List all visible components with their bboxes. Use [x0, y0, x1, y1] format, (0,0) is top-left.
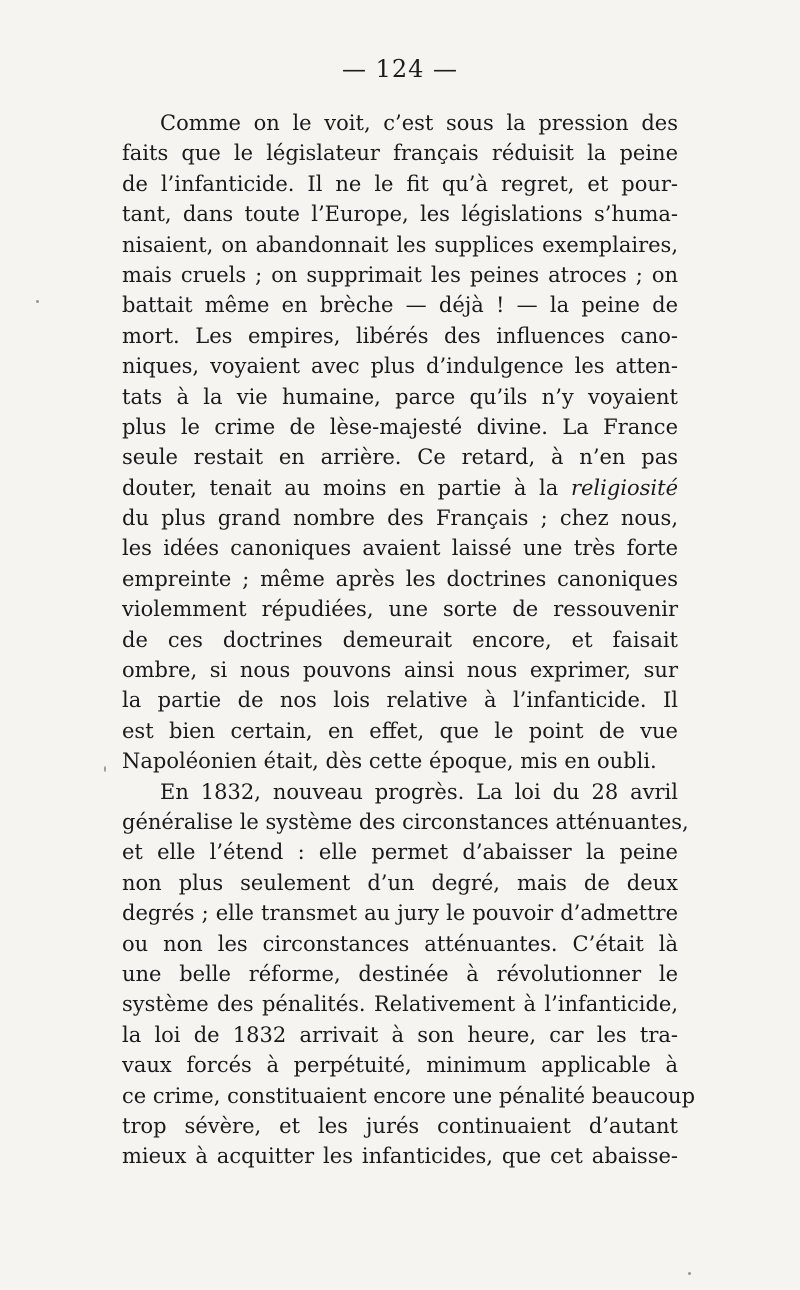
text-line: de l’infanticide. Il ne le fit qu’à regret, et pour-: [122, 171, 678, 196]
text-line: ou non les circonstances atténuantes. C’était là: [122, 931, 678, 956]
text-line: du plus grand nombre des Français ; chez nous,: [122, 506, 678, 531]
text-line: En 1832, nouveau progrès. La loi du 28 avril: [160, 779, 678, 804]
text-line: système des pénalités. Relativement à l’infanticide,: [122, 992, 678, 1017]
text-line: la loi de 1832 arrivait à son heure, car les tra-: [122, 1022, 678, 1047]
paper-speck: [104, 766, 106, 772]
italic-word: religiosité: [570, 475, 678, 500]
text-line: tant, dans toute l’Europe, les législations s’huma-: [122, 202, 678, 227]
text-line: degrés ; elle transmet au jury le pouvoir d’admettre: [122, 901, 678, 926]
text-line: vaux forcés à perpétuité, minimum applicable à: [122, 1053, 678, 1078]
text-line-with-italic: [122, 473, 678, 503]
text-line: trop sévère, et les jurés continuaient d’autant: [122, 1113, 678, 1138]
text-line: ce crime, constituaient encore une pénalité beaucoup: [122, 1083, 696, 1108]
text-line: est bien certain, en effet, que le point de vue: [122, 718, 678, 743]
text-line: tats à la vie humaine, parce qu’ils n’y voyaient: [122, 384, 678, 409]
text-line: de ces doctrines demeurait encore, et faisait: [122, 627, 678, 652]
page-number: — 124 —: [341, 55, 459, 83]
text-line: mais cruels ; on supprimait les peines atroces ; on: [122, 262, 678, 287]
text-line: plus le crime de lèse-majesté divine. La France: [122, 414, 678, 439]
text-line: ombre, si nous pouvons ainsi nous exprimer, sur: [122, 658, 678, 683]
text-line: les idées canoniques avaient laissé une très forte: [122, 536, 678, 561]
text-line: mieux à acquitter les infanticides, que cet abaisse-: [122, 1144, 678, 1169]
text-line: niques, voyaient avec plus d’indulgence les atten-: [122, 354, 678, 379]
paper-speck: [36, 300, 39, 303]
text-line: Comme on le voit, c’est sous la pression des: [160, 111, 678, 135]
text-line: seule restait en arrière. Ce retard, à n’en pas: [122, 445, 678, 470]
text-line: empreinte ; même après les doctrines canoniques: [122, 566, 678, 591]
text-line: généralise le système des circonstances atténuantes,: [122, 809, 689, 834]
text-line: Napoléonien était, dès cette époque, mis en oubli.: [122, 749, 657, 774]
body-text: [122, 108, 696, 1172]
paper-speck: [688, 1272, 691, 1275]
text-line: nisaient, on abandonnait les supplices exemplaires,: [122, 232, 678, 257]
text-line: mort. Les empires, libérés des influences cano-: [122, 323, 678, 348]
text-line: faits que le législateur français réduisit la peine: [122, 141, 678, 166]
text-line: une belle réforme, destinée à révolutionner le: [122, 961, 678, 986]
text-line-start: douter, tenait au moins en partie à la: [122, 475, 571, 500]
text-line: battait même en brèche — déjà ! — la peine de: [122, 293, 678, 318]
text-line: et elle l’étend : elle permet d’abaisser la peine: [122, 840, 678, 865]
text-line: violemment répudiées, une sorte de ressouvenir: [122, 597, 678, 622]
text-line: non plus seulement d’un degré, mais de deux: [122, 870, 678, 895]
text-line: la partie de nos lois relative à l’infanticide. Il: [122, 688, 678, 713]
